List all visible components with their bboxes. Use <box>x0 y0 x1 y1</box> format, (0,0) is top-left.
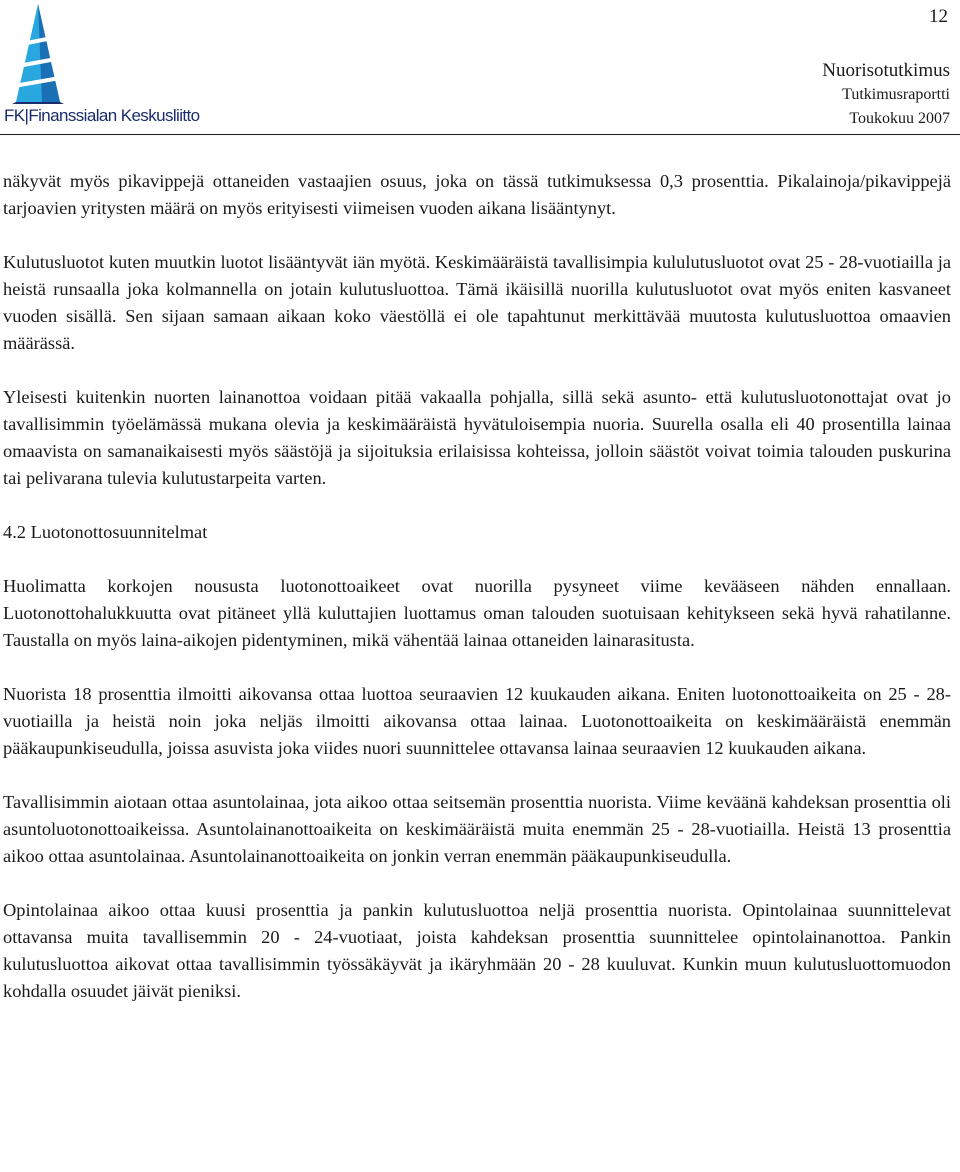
paragraph: Tavallisimmin aiotaan ottaa asuntolainaa, jota aikoo ottaa seitsemän prosenttia nuorista. Viime keväänä kahdeksan prosenttia oli asuntoluotonottoaikeissa. Asuntolainanottoaikeita on keskimääräistä muita enemmän 25 - 28-vuotiailla. Heistä 13 prosenttia aikoo ottaa asuntolainaa. Asuntolainanottoaikeita on jonkin verran enemmän pääkaupunkiseudulla. <box>3 792 951 866</box>
paragraph: Opintolainaa aikoo ottaa kuusi prosenttia ja pankin kulutusluottoa neljä prosenttia nuorista. Opintolainaa suunnittelevat ottavansa muita tavallisemmin 20 - 24-vuotiaat, joista kahdeksan prosenttia suunnittelee opintolainanottoa. Pankin kulutusluottoa aikovat ottaa tavallisimmin työssäkäyvät ja ikäryhmään 20 - 28 kuuluvat. Kunkin muun kulutusluottomuodon kohdalla osuudet jäivät pieniksi. <box>3 900 951 1001</box>
section-heading: 4.2 Luotonottosuunnitelmat <box>3 522 208 542</box>
fk-logo <box>2 4 200 128</box>
paragraph: Kulutusluotot kuten muutkin luotot lisääntyvät iän myötä. Keskimääräistä tavallisimpia kululutusluotot ovat 25 - 28-vuotiailla ja heistä runsaalla joka kolmannella on jotain kulutusluottoa. Tämä ikäisillä nuorilla kulutusluotot ovat myös eniten kasvaneet vuoden sisällä. Sen sijaan samaan aikaan koko väestöllä ei ole tapahtunut merkittävää muutosta kulutusluottoa omaavien määrässä. <box>3 252 951 353</box>
report-header <box>822 59 950 131</box>
paragraph: näkyvät myös pikavippejä ottaneiden vastaajien osuus, joka on tässä tutkimuksessa 0,3 prosenttia. Pikalainoja/pikavippejä tarjoavien yritysten määrä on myös erityisesti viimeisen vuoden aikana lisääntynyt. <box>3 171 951 218</box>
report-type: Tutkimusraportti <box>842 86 950 103</box>
fk-logo-icon <box>2 4 178 108</box>
report-date: Toukokuu 2007 <box>849 110 950 127</box>
body-text <box>3 168 951 1005</box>
paragraph: Huolimatta korkojen noususta luotonottoaikeet ovat nuorilla pysyneet viime kevääseen nähden ennallaan. Luotonottohalukkuutta ovat pitäneet yllä kuluttajien luottamus oman talouden suotuisaan kehitykseen sekä hyvä rahatilanne. Taustalla on myös laina-aikojen pidentyminen, mikä vähentää lainaa ottaneiden lainarasitusta. <box>3 576 951 650</box>
paragraph: Nuorista 18 prosenttia ilmoitti aikovansa ottaa luottoa seuraavien 12 kuukauden aikana. Eniten luotonottoaikeita on 25 - 28-vuotiailla ja heistä noin joka neljäs ilmoitti aikovansa ottaa lainaa. Luotonottoaikeita on keskimääräistä enemmän pääkaupunkiseudulla, joissa asuvista joka viides nuori suunnittelee ottavansa lainaa seuraavien 12 kuukauden aikana. <box>3 684 951 758</box>
header-divider <box>0 134 960 135</box>
page-number: 12 <box>929 6 948 27</box>
logo-text: FK|Finanssialan Keskusliitto <box>4 106 200 125</box>
report-title: Nuorisotutkimus <box>822 60 950 81</box>
paragraph: Yleisesti kuitenkin nuorten lainanottoa voidaan pitää vakaalla pohjalla, sillä sekä asunto- että kulutusluotonottajat ovat jo tavallisimmin työelämässä mukana olevia ja keskimääräistä hyvätuloisempia nuoria. Suurella osalla eli 40 prosentilla lainaa omaavista on samanaikaisesti myös säästöjä ja sijoituksia erilaisissa kohteissa, jolloin säästöt voivat toimia talouden puskurina tai pelivarana tulevia kulutustarpeita varten. <box>3 387 951 488</box>
